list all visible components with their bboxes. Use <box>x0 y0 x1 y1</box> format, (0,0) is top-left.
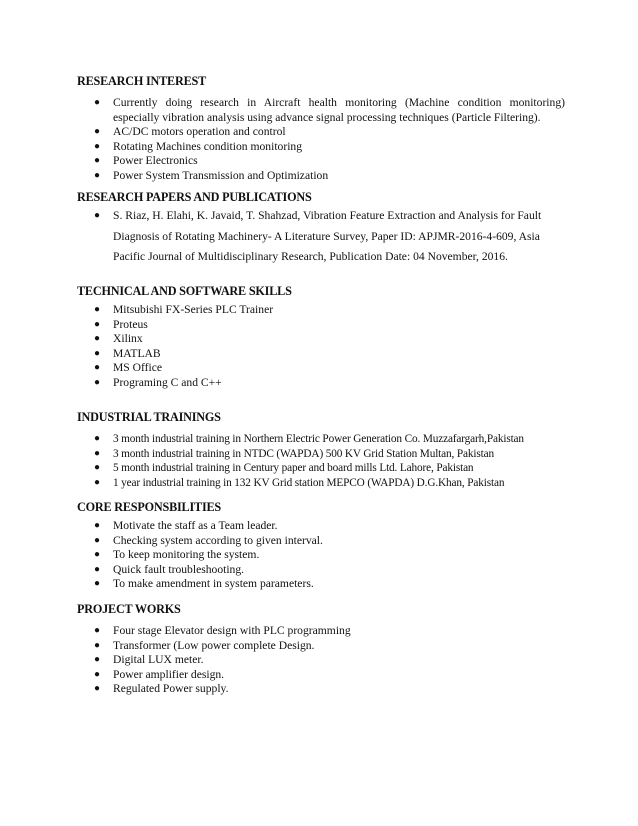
project-works-list <box>93 624 565 697</box>
list-item: ● Power amplifier design. <box>93 667 225 681</box>
section-heading-core-responsibilities: CORE RESPONSBILITIES <box>77 500 221 514</box>
bullet-icon: ● <box>94 433 100 444</box>
list-item: ● Digital LUX meter. <box>93 653 204 667</box>
list-item: ● 3 month industrial training in Northern Electric Power Generation Co. Muzzafargarh,Pakistan <box>94 433 524 445</box>
list-item: ● Four stage Elevator design with PLC programming <box>93 624 351 637</box>
bullet-icon: ● <box>93 210 101 221</box>
list-item: ● Power Electronics <box>93 154 198 168</box>
bullet-icon: ● <box>93 318 101 330</box>
bullet-icon: ● <box>93 362 101 374</box>
list-item: ● S. Riaz, H. Elahi, K. Javaid, T. Shahzad, Vibration Feature Extraction and Analysis for Fault Diagnosis of Rotating Machinery- A Literature Survey, Paper ID: APJMR-2016-4-609, Asia Pacific Journal of Multidisciplinary Research, Publication Date: 04 November, 2016. <box>93 206 553 268</box>
bullet-icon: ● <box>93 347 101 359</box>
research-interest-list <box>93 96 565 184</box>
list-item: ● Currently doing research in Aircraft health monitoring (Machine condition monitoring) especially vibration analysis using advance signal processing techniques (Particle Filtering). <box>93 96 565 124</box>
list-item: ● Motivate the staff as a Team leader. <box>93 519 278 532</box>
list-item: ● MS Office <box>93 361 163 375</box>
list-item: ● Quick fault troubleshooting. <box>93 562 245 576</box>
bullet-icon: ● <box>93 97 101 108</box>
bullet-icon: ● <box>93 155 101 167</box>
bullet-icon: ● <box>93 578 101 590</box>
list-item: ● 3 month industrial training in NTDC (WAPDA) 500 KV Grid Station Multan, Pakistan <box>94 447 494 460</box>
bullet-icon: ● <box>93 126 101 138</box>
list-item: ● 1 year industrial training in 132 KV Grid station MEPCO (WAPDA) D.G.Khan, Pakistan <box>94 476 505 489</box>
bullet-icon: ● <box>93 140 101 152</box>
bullet-icon: ● <box>93 534 101 546</box>
bullet-icon: ● <box>94 462 100 474</box>
list-item: ● Xilinx <box>93 332 143 346</box>
list-item: ● To make amendment in system parameters. <box>93 577 314 591</box>
bullet-icon: ● <box>93 333 101 345</box>
bullet-icon: ● <box>93 169 101 181</box>
technical-skills-list <box>93 303 565 391</box>
bullet-icon: ● <box>93 520 101 531</box>
list-item: ● Proteus <box>93 317 148 331</box>
bullet-icon: ● <box>93 549 101 561</box>
section-heading-industrial-trainings: INDUSTRIAL TRAININGS <box>77 410 221 424</box>
publications-list <box>93 206 553 268</box>
core-responsibilities-list <box>93 519 565 592</box>
list-item: ● Power System Transmission and Optimization <box>93 168 329 182</box>
section-heading-research-interest: RESEARCH INTEREST <box>77 74 207 88</box>
bullet-icon: ● <box>93 683 101 695</box>
bullet-icon: ● <box>93 304 101 315</box>
list-item: ● Checking system according to given interval. <box>93 533 323 547</box>
list-item: ● MATLAB <box>93 346 161 360</box>
bullet-icon: ● <box>93 625 101 636</box>
list-item: ● Rotating Machines condition monitoring <box>93 139 303 153</box>
bullet-icon: ● <box>94 447 100 459</box>
section-heading-technical-skills: TECHNICAL AND SOFTWARE SKILLS <box>77 284 292 298</box>
list-item: ● AC/DC motors operation and control <box>93 125 286 139</box>
bullet-icon: ● <box>93 376 101 388</box>
bullet-icon: ● <box>93 668 101 680</box>
bullet-icon: ● <box>93 563 101 575</box>
bullet-icon: ● <box>93 639 101 651</box>
list-item: ● To keep monitoring the system. <box>93 548 260 562</box>
list-item: ● Transformer (Low power complete Design. <box>93 638 315 652</box>
bullet-icon: ● <box>93 654 101 666</box>
list-item: ● Mitsubishi FX-Series PLC Trainer <box>93 303 274 316</box>
section-heading-project-works: PROJECT WORKS <box>77 602 181 616</box>
list-item: ● Programing C and C++ <box>93 375 222 389</box>
list-item: ● 5 month industrial training in Century paper and board mills Ltd. Lahore, Pakistan <box>94 462 474 475</box>
section-heading-research-papers: RESEARCH PAPERS AND PUBLICATIONS <box>77 190 312 204</box>
list-item: ● Regulated Power supply. <box>93 682 229 696</box>
bullet-icon: ● <box>94 476 100 488</box>
industrial-trainings-list <box>93 432 583 490</box>
